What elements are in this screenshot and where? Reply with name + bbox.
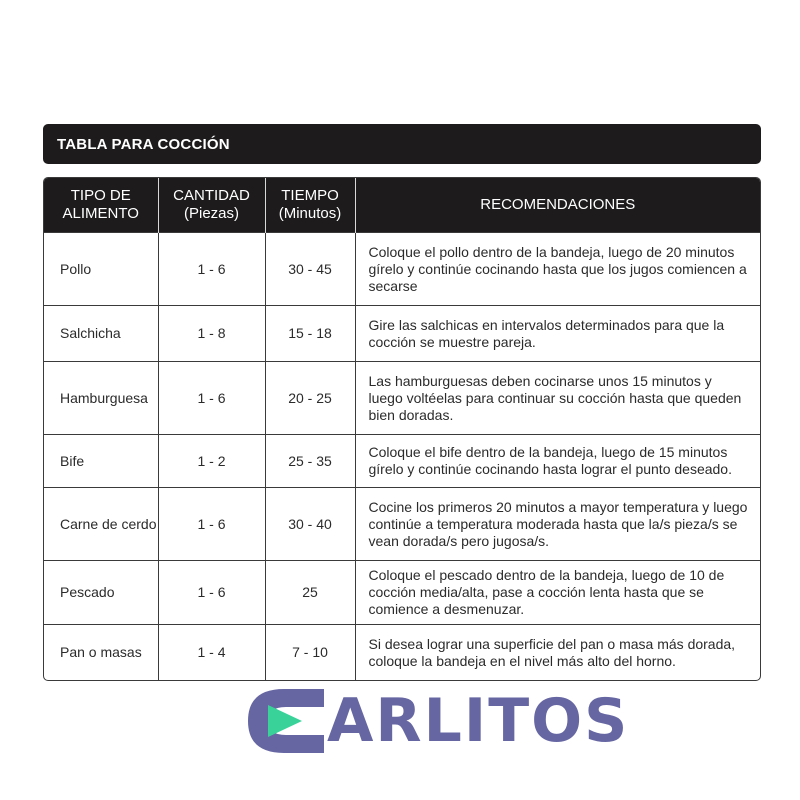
header-quantity-line2: (Piezas): [183, 205, 239, 222]
logo-c-mark-icon: [244, 683, 328, 759]
cooking-table: [43, 177, 761, 681]
carlitos-logo: [244, 683, 630, 759]
header-recommendations: [355, 178, 760, 233]
header-time-line1: TIEMPO: [281, 187, 339, 204]
cell-quantity: 1 - 6: [158, 561, 265, 625]
table-row: [44, 625, 760, 681]
cell-quantity: 1 - 4: [158, 625, 265, 681]
cell-recommendation: Si desea lograr una superficie del pan o masa más dorada, coloque la bandeja en el nivel más alto del horno.: [355, 625, 760, 681]
cell-recommendation: Gire las salchicas en intervalos determinados para que la cocción se muestre pareja.: [355, 306, 760, 362]
header-food-type: [44, 178, 158, 233]
cell-recommendation: Cocine los primeros 20 minutos a mayor temperatura y luego continúe a temperatura moderada hasta que la/s pieza/s se vean dorada/s pero jugosa/s.: [355, 488, 760, 561]
header-food-type-line1: TIPO DE: [70, 187, 131, 204]
cell-quantity: 1 - 2: [158, 435, 265, 488]
cell-time: 7 - 10: [265, 625, 355, 681]
header-quantity: [158, 178, 265, 233]
cell-recommendation: Coloque el pescado dentro de la bandeja, luego de 10 de cocción media/alta, pase a cocción lenta hasta que se comience a desmenuzar.: [355, 561, 760, 625]
cell-quantity: 1 - 6: [158, 233, 265, 306]
table-row: [44, 362, 760, 435]
table-title: TABLA PARA COCCIÓN: [57, 135, 230, 153]
cell-food: Pollo: [44, 233, 158, 306]
cell-food: Pan o masas: [44, 625, 158, 681]
table-row: [44, 306, 760, 362]
cell-food: Salchicha: [44, 306, 158, 362]
cell-recommendation: Coloque el pollo dentro de la bandeja, luego de 20 minutos gírelo y continúe cocinando hasta que los jugos comiencen a secarse: [355, 233, 760, 306]
cell-food: Carne de cerdo: [44, 488, 158, 561]
table-body: [44, 233, 760, 681]
cell-food: Bife: [44, 435, 158, 488]
header-time: [265, 178, 355, 233]
cell-food: Pescado: [44, 561, 158, 625]
cell-time: 20 - 25: [265, 362, 355, 435]
cell-time: 30 - 45: [265, 233, 355, 306]
header-quantity-line1: CANTIDAD: [173, 187, 250, 204]
header-time-line2: (Minutos): [278, 205, 342, 222]
cell-time: 25: [265, 561, 355, 625]
table-row: [44, 488, 760, 561]
cell-recommendation: Coloque el bife dentro de la bandeja, luego de 15 minutos gírelo y continúe cocinando hasta lograr el punto deseado.: [355, 435, 760, 488]
logo-play-triangle: [268, 705, 302, 737]
cell-time: 30 - 40: [265, 488, 355, 561]
cell-quantity: 1 - 6: [158, 488, 265, 561]
logo-text: ARLITOS: [327, 686, 630, 756]
table-header: [44, 178, 760, 233]
header-recommendations-line1: RECOMENDACIONES: [480, 196, 636, 213]
header-food-type-line2: ALIMENTO: [62, 205, 139, 222]
cell-time: 15 - 18: [265, 306, 355, 362]
cell-quantity: 1 - 8: [158, 306, 265, 362]
cell-recommendation: Las hamburguesas deben cocinarse unos 15 minutos y luego voltéelas para continuar su cocción hasta que queden bien doradas.: [355, 362, 760, 435]
table-row: [44, 435, 760, 488]
table-row: [44, 233, 760, 306]
cooking-table-grid: [44, 178, 760, 680]
cell-food: Hamburguesa: [44, 362, 158, 435]
cell-quantity: 1 - 6: [158, 362, 265, 435]
header-row: [44, 178, 760, 233]
cell-time: 25 - 35: [265, 435, 355, 488]
table-title-bar: [43, 124, 761, 164]
table-row: [44, 561, 760, 625]
